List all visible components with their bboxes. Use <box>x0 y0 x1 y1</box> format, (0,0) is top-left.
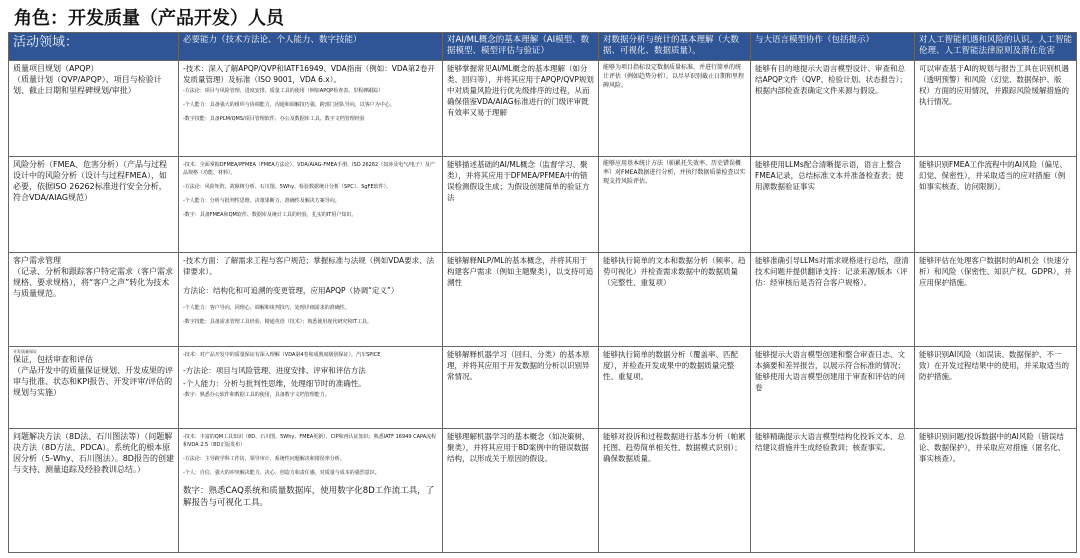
activity-area-title: 风险分析（FMEA、危害分析）（产品与过程设计中的风险分析（设计与过程FMEA），如必要，依据ISO 26262标准进行安全分析，符合VDA/AIAG规范） <box>13 160 168 202</box>
activity-area-title: 质量项目规划（APQP） <box>13 64 99 73</box>
risk-cell: 能够识别FMEA工作流程中的AI风险（偏见、幻觉、保密性），并采取适当的应对措施（例如事实核查、访问限制）。 <box>915 157 1077 253</box>
data-analysis-cell: 能够为项目指标设定数据质量标准，并进行简单的统计评估（例如趋势分析），以尽早识别截止日期和里程碑风险。 <box>599 61 751 157</box>
table-row <box>9 347 1077 429</box>
activity-area-heading: 开发质量保证 <box>13 349 37 354</box>
skill-digital: -数字技能：具备需求管理工具经验，精通英语（技术）；熟悉使用现代研究和IT工具。 <box>183 319 372 325</box>
skill-methodology: -方法论：风险矩阵、故障树分析、石川图、5Why、检验数据统计分析（SPC）、SgFE软件）。 <box>183 184 392 190</box>
aiml-cell: 能够描述基础的AI/ML概念（监督学习、聚类），并将其应用于DFMEA/PFMEA中的错误检测假设生成；为假设创建简单的验证方法 <box>443 157 599 253</box>
header-row <box>9 33 1077 61</box>
activity-area-desc: （产品开发中的质量保证规划、开发成果的评审与批准、状态和KPI报告、开发评审/评估的规划与实施） <box>13 366 173 397</box>
header-activity-area: 活动领域： <box>9 33 179 61</box>
activity-area-title: 保证，包括审查和评估 <box>13 355 93 364</box>
llm-cell: 能够精确提示大语言模型结构化投诉文本、总结建议措施并生成经验教训；核查事实。 <box>751 429 915 553</box>
activity-area-title: 客户需求管理 <box>13 256 61 265</box>
activity-area-cell <box>9 253 179 347</box>
skills-cell <box>179 347 443 429</box>
skill-technical: -技术：深入了解APQP/QVP和IATF16949、VDA指南（例如：VDA第2卷开发质量管理）及标准（ISO 9001，VDA 6.x）。 <box>183 64 435 84</box>
skill-methodology: 方法论：结构化和可追溯的变更管理，应用APQP（协调“定义”） <box>183 286 399 295</box>
competency-matrix-table <box>8 32 1077 553</box>
skills-cell <box>179 429 443 553</box>
aiml-cell: 能够解释NLP/ML的基本概念，并将其用于构建客户需求（例如主题聚类），以支持可追溯性 <box>443 253 599 347</box>
activity-area-cell <box>9 347 179 429</box>
header-aiml-understanding: 对AI/ML概念的基本理解（AI模型、数据模型、模型评估与验证） <box>443 33 599 61</box>
table-row <box>9 429 1077 553</box>
activity-area-title: 问题解决方法（8D法、石川图法等）（问题解决方法（8D方法、PDCA）。系统化的根本原因分析（5-Why、石川图法）。8D报告的创建与支持、测量追踪及经验教训总结。） <box>13 432 174 474</box>
skill-technical: -技术：全面掌握DFMEA/PFMEA（FMEA方法论）、VDA/AIAG-FMEA手册、ISO 26262（如涉及电气/电子）及产品规格（功能、材料）。 <box>183 162 435 176</box>
llm-cell: 能够有目的地提示大语言模型设计、审查和总结APQP文件（QVP、检验计划、状态报告）；根据内部检查表确定文件来源与假设。 <box>751 61 915 157</box>
aiml-cell: 能够解释机器学习（回归、分类）的基本原理，并将其应用于开发数据的分析以识别异常情况。 <box>443 347 599 429</box>
aiml-cell: 能够掌握常见AI/ML概念的基本理解（如分类、回归等），并将其应用于APQP/QVP规划中对质量风险进行优先级排序的过程，从而确保借鉴VDA/AIAG标准进行的门级评审既有效率又易于理解 <box>443 61 599 157</box>
data-analysis-cell: 能够执行简单的数据分析（覆盖率、匹配度），并检查开发成果中的数据质量完整性、重复项。 <box>599 347 751 429</box>
skill-methodology: -方法论：项目与风险管理、进度安排、评审和评估方法 <box>183 366 366 375</box>
data-analysis-cell: 能够执行简单的文本和数据分析（频率、趋势可视化）并检查需求数据中的数据质量（完整性、重复项） <box>599 253 751 347</box>
skills-cell <box>179 61 443 157</box>
data-analysis-cell: 能够应用基本统计方法（帕累托失效率、历史错误概率）对FMEA数据进行分析，并执行数据质量检查以实现支持风险评估。 <box>599 157 751 253</box>
skills-cell <box>179 253 443 347</box>
header-ai-risk-awareness: 对人工智能机遇和风险的认识。人工智能伦理、人工智能法律原则及潜在危害 <box>915 33 1077 61</box>
skills-cell <box>179 157 443 253</box>
risk-cell: 可以审查基于AI的规划与报告工具在识别机遇（透明预警）和风险（幻觉、数据保护、版权）方面的应用情况，并跟踪风险缓解措施的执行情况。 <box>915 61 1077 157</box>
activity-area-desc: （记录、分析和跟踪客户特定需求（客户需求规格、要求规格），将“客户之声”转化为技术与质量规范。 <box>13 267 173 298</box>
llm-cell: 能够提示大语言模型创建和整合审查日志、文本摘要和差异报告，以展示符合标准的情况；能够使用大语言模型创建用于审查和评估的问卷 <box>751 347 915 429</box>
aiml-cell: 能够理解机器学习的基本概念（如决策树、聚类），并将其应用于8D案例中的错误数据结构，以形成关于原因的假设。 <box>443 429 599 553</box>
skill-digital: 数字：熟悉CAQ系统和质量数据库，使用数字化8D工作流工具，了解报告与可视化工具。 <box>183 486 435 508</box>
activity-area-cell <box>9 429 179 553</box>
skill-personal: -个人能力：客户导向、同理心、调解和谈判技巧，处理详细需求的准确性。 <box>183 305 350 311</box>
header-llm-collaboration: 与大语言模型协作（包括提示） <box>751 33 915 61</box>
skill-technical: -技术方面：了解需求工程与客户规范；掌握标准与法规（例如VDA要求、法律要求）。 <box>183 256 435 276</box>
activity-area-cell <box>9 61 179 157</box>
skill-personal: -个人能力：分析与批判性思维、决策果断力、准确性及解决方案导向。 <box>183 198 340 204</box>
risk-cell: 能够评估在处理客户数据时的AI机会（快速分析）和风险（保密性、知识产权、GDPR），并应用保护措施。 <box>915 253 1077 347</box>
skill-technical: -技术：丰富的QM工具知识（8D、石川图、5Why、FMEA更新），CIP和再认证知识；熟悉IATF 16949 CAPA流程和VDA 2.5（8D正版发布） <box>183 434 437 448</box>
skill-technical: -技术：对产品开发中的质量保证有深入理解（VDA第4卷和成熟度级别保证），汽车SPICE <box>183 352 381 358</box>
skill-digital: -数字：具备FMEA和QM软件、数据库及统计工具的经验，扎实的IT用户知识。 <box>183 212 357 218</box>
page-title: 角色：开发质量（产品开发）人员 <box>14 8 284 29</box>
table-row <box>9 61 1077 157</box>
table-row <box>9 253 1077 347</box>
activity-area-desc: （质量计划（QVP/APQP）、项目与检验计划、截止日期和里程碑规划/审批） <box>13 75 162 95</box>
skill-digital: -数字：熟悉办公软件和数据工具的使用，具备数字文档管理能力。 <box>183 392 330 398</box>
risk-cell: 能够识别AI风险（如误读、数据保护、不一致）在开发过程结果中的使用，并采取适当的防护措施。 <box>915 347 1077 429</box>
llm-cell: 能够准确引导LLMs对需求规格进行总结，澄清技术问题并提供翻译支持：记录来源/版本（评估：经审核后是否符合客户规格）。 <box>751 253 915 347</box>
risk-cell: 能够识别问题/投诉数据中的AI风险（错误结论、数据保护），并采取应对措施（匿名化、事实核查）。 <box>915 429 1077 553</box>
skill-methodology: -方法论：项目与风险管理、进度安排、质量工具的使用（例如APQP检查表、里程碑跟踪） <box>183 88 384 94</box>
header-data-analysis: 对数据分析与统计的基本理解（大数据、可视化、数据质量）。 <box>599 33 751 61</box>
data-analysis-cell: 能够对投诉和过程数据进行基本分析（帕累托图、趋势简单相关性、数据模式识别）；确保数据质量。 <box>599 429 751 553</box>
llm-cell: 能够使用LLMs配合清晰提示语，语言上整合FMEA记录，总结标准文本并准备检查表；使用源数据验证事实 <box>751 157 915 253</box>
activity-area-cell <box>9 157 179 253</box>
table-row <box>9 157 1077 253</box>
skill-digital: -数字技能：具备PLM/QMS/项目管理软件、办公及数据库工具、数字文档管理经验 <box>183 116 365 122</box>
skill-personal: -个人能力：具备强大的组织与协调能力，沟通和调解技巧强，跨部门团队导向，以客户为中心。 <box>183 102 395 108</box>
header-required-skills: 必要能力（技术方法论、个人能力、数字技能） <box>179 33 443 61</box>
skill-personal: -个人能力：分析与批判性思维，处理细节时的准确性。 <box>183 379 366 388</box>
skill-methodology: -方法论：主导跨学科工作坊，领导审计，系统性问题解决和错误率分析。 <box>183 456 345 462</box>
skill-personal: -个人：自信、强大的冲突解决能力、决心、创造力和责任感，对质量与成本的强烈意识。 <box>183 470 380 476</box>
